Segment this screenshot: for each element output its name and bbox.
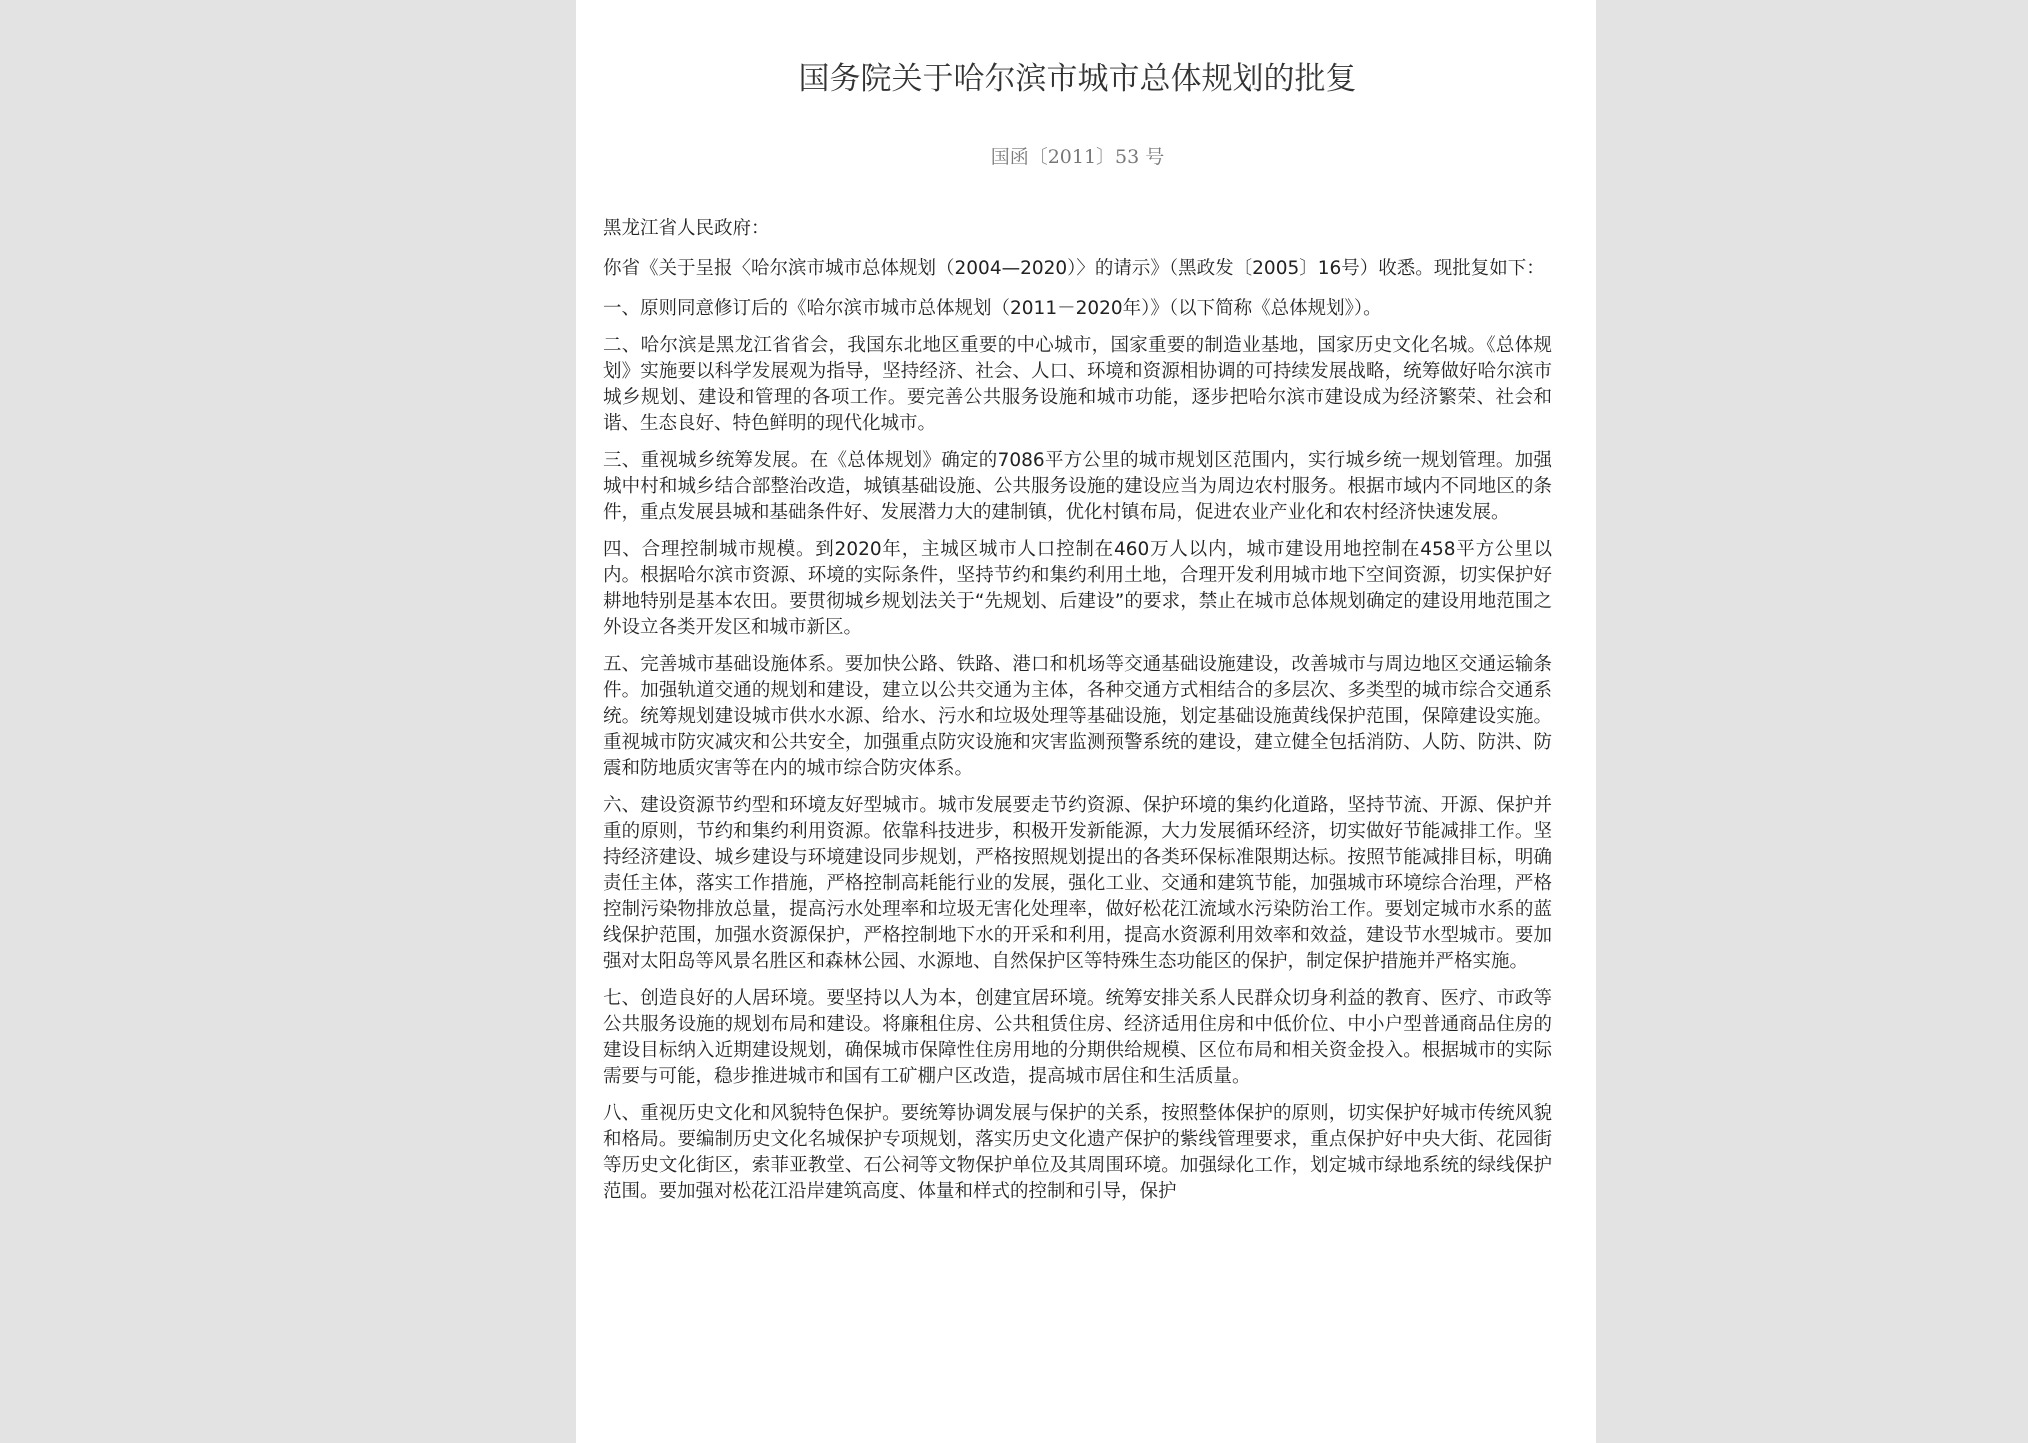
paragraph-4: 四、合理控制城市规模。到2020年，主城区城市人口控制在460万人以内，城市建设用地控制在458平方公里以内。根据哈尔滨市资源、环境的实际条件，坚持节约和集约利用土地，合理开发利用城市地下空间资源，切实保护好耕地特别是基本农田。要贯彻城乡规划法关于“先规划、后建设”的要求，禁止在城市总体规划确定的建设用地范围之外设立各类开发区和城市新区。 — [603, 539, 1552, 638]
document-body — [603, 216, 1552, 1205]
paragraph-intro: 你省《关于呈报〈哈尔滨市城市总体规划（2004—2020）〉的请示》（黑政发〔2005〕16号）收悉。现批复如下： — [603, 258, 1545, 279]
document-number: 国函〔2011〕53 号 — [990, 146, 1165, 168]
paragraph-1: 一、原则同意修订后的《哈尔滨市城市总体规划（2011－2020年）》（以下简称《总体规划》）。 — [603, 298, 1382, 319]
addressee: 黑龙江省人民政府： — [603, 218, 770, 239]
document-page — [576, 0, 1596, 1443]
paragraph-3: 三、重视城乡统筹发展。在《总体规划》确定的7086平方公里的城市规划区范围内，实行城乡统一规划管理。加强城中村和城乡结合部整治改造，城镇基础设施、公共服务设施的建设应当为周边农村服务。根据市域内不同地区的条件，重点发展县城和基础条件好、发展潜力大的建制镇，优化村镇布局，促进农业产业化和农村经济快速发展。 — [603, 450, 1552, 523]
paragraph-2: 二、哈尔滨是黑龙江省省会，我国东北地区重要的中心城市，国家重要的制造业基地，国家历史文化名城。《总体规划》实施要以科学发展观为指导，坚持经济、社会、人口、环境和资源相协调的可持续发展战略，统筹做好哈尔滨市城乡规划、建设和管理的各项工作。要完善公共服务设施和城市功能，逐步把哈尔滨市建设成为经济繁荣、社会和谐、生态良好、特色鲜明的现代化城市。 — [603, 335, 1552, 434]
document-title: 国务院关于哈尔滨市城市总体规划的批复 — [798, 61, 1357, 97]
paragraph-8: 八、重视历史文化和风貌特色保护。要统筹协调发展与保护的关系，按照整体保护的原则，切实保护好城市传统风貌和格局。要编制历史文化名城保护专项规划，落实历史文化遗产保护的紫线管理要求，重点保护好中央大街、花园街等历史文化街区，索菲亚教堂、石公祠等文物保护单位及其周围环境。加强绿化工作，划定城市绿地系统的绿线保护范围。要加强对松花江沿岸建筑高度、体量和样式的控制和引导，保护 — [603, 1103, 1552, 1202]
paragraph-5: 五、完善城市基础设施体系。要加快公路、铁路、港口和机场等交通基础设施建设，改善城市与周边地区交通运输条件。加强轨道交通的规划和建设，建立以公共交通为主体，各种交通方式相结合的多层次、多类型的城市综合交通系统。统筹规划建设城市供水水源、给水、污水和垃圾处理等基础设施，划定基础设施黄线保护范围，保障建设实施。重视城市防灾减灾和公共安全，加强重点防灾设施和灾害监测预警系统的建设，建立健全包括消防、人防、防洪、防震和防地质灾害等在内的城市综合防灾体系。 — [603, 654, 1552, 779]
paragraph-7: 七、创造良好的人居环境。要坚持以人为本，创建宜居环境。统筹安排关系人民群众切身利益的教育、医疗、市政等公共服务设施的规划布局和建设。将廉租住房、公共租赁住房、经济适用住房和中低价位、中小户型普通商品住房的建设目标纳入近期建设规划，确保城市保障性住房用地的分期供给规模、区位布局和相关资金投入。根据城市的实际需要与可能，稳步推进城市和国有工矿棚户区改造，提高城市居住和生活质量。 — [603, 988, 1552, 1087]
paragraph-6: 六、建设资源节约型和环境友好型城市。城市发展要走节约资源、保护环境的集约化道路，坚持节流、开源、保护并重的原则，节约和集约利用资源。依靠科技进步，积极开发新能源，大力发展循环经济，切实做好节能减排工作。坚持经济建设、城乡建设与环境建设同步规划，严格按照规划提出的各类环保标准限期达标。按照节能减排目标，明确责任主体，落实工作措施，严格控制高耗能行业的发展，强化工业、交通和建筑节能，加强城市环境综合治理，严格控制污染物排放总量，提高污水处理率和垃圾无害化处理率，做好松花江流域水污染防治工作。要划定城市水系的蓝线保护范围，加强水资源保护，严格控制地下水的开采和利用，提高水资源利用效率和效益，建设节水型城市。要加强对太阳岛等风景名胜区和森林公园、水源地、自然保护区等特殊生态功能区的保护，制定保护措施并严格实施。 — [603, 795, 1552, 972]
